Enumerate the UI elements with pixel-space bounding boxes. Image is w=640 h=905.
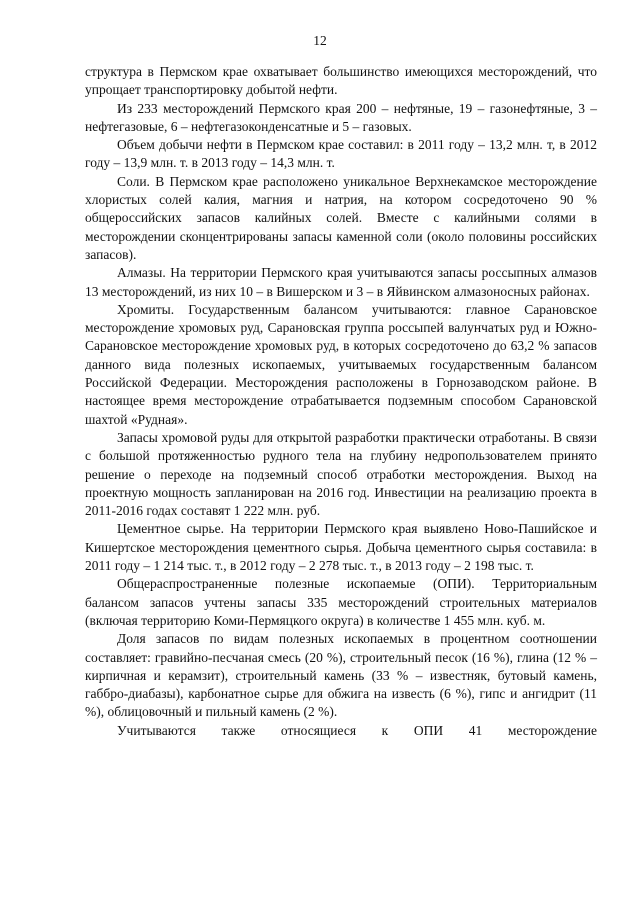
paragraph-oil-continuation: структура в Пермском крае охватывает большинство имеющихся месторождений, что упрощает транспортировку добытой нефти. <box>85 64 597 98</box>
document-body <box>85 63 597 740</box>
paragraph-last-line: Учитываются также относящиеся к ОПИ 41 месторождение <box>117 722 597 738</box>
paragraph-chrome-ore: Запасы хромовой руды для открытой разработки практически отработаны. В связи с большой протяженностью рудного тела на глубину недропользователем принято решение о переходе на подземный способ отработки месторождения. Выход на проектную мощность запланирован на 2016 год. Инвестиции на реализацию проекта в 2011-2016 годах составят 1 222 млн. руб. <box>85 429 597 519</box>
paragraph-chromites: Хромиты. Государственным балансом учитываются: главное Сарановское месторождение хромовых руд, Сарановская группа россыпей валунчатых руд и Южно-Сарановское месторождение хромовых руд, в которых сосредоточено до 63,2 % запасов данного вида полезных ископаемых, учитываемых государственным балансом Российской Федерации. Месторождения расположены в Горнозаводском районе. В настоящее время месторождение отрабатывается подземным способом Сарановской шахтой «Рудная». <box>85 301 597 427</box>
page-number: 12 <box>313 33 327 48</box>
paragraph-cement: Цементное сырье. На территории Пермского края выявлено Ново-Пашийское и Кишертское месторождения цементного сырья. Добыча цементного сырья составила: в 2011 году – 1 214 тыс. т., в 2012 году – 2 278 тыс. т., в 2013 году – 2 198 тыс. т. <box>85 521 597 574</box>
paragraph-salts: Соли. В Пермском крае расположено уникальное Верхнекамское месторождение хлористых солей калия, магния и натрия, на котором сосредоточено 90 % общероссийских запасов калийных солей. Вместе с калийными солями в месторождении сконцентрированы запасы каменной соли (около половины российских запасов). <box>85 173 597 262</box>
paragraph-diamonds: Алмазы. На территории Пермского края учитываются запасы россыпных алмазов 13 месторождений, из них 10 – в Вишерском и 3 – в Яйвинском алмазоносных районах. <box>85 265 597 299</box>
paragraph-reserves-share: Доля запасов по видам полезных ископаемых в процентном соотношении составляет: гравийно-песчаная смесь (20 %), строительный песок (16 %), глина (12 % – кирпичная и керамзит), строительный камень (33 % – известняк, бутовый камень, габбро-диабазы), карбонатное сырье для обжига на известь (6 %), гипс и ангидрит (11 %), облицовочный и пильный камень (2 %). <box>85 631 597 720</box>
paragraph-common-minerals: Общераспространенные полезные ископаемые (ОПИ). Территориальным балансом запасов учтены запасы 335 месторождений строительных материалов (включая территорию Коми-Пермяцкого округа) в количестве 1 455 млн. куб. м. <box>85 576 597 628</box>
paragraph-oil-production: Объем добычи нефти в Пермском крае составил: в 2011 году – 13,2 млн. т, в 2012 году – 13,9 млн. т. в 2013 году – 14,3 млн. т. <box>85 137 597 171</box>
paragraph-deposits-count: Из 233 месторождений Пермского края 200 – нефтяные, 19 – газонефтяные, 3 – нефтегазовые, 6 – нефтегазоконденсатные и 5 – газовых. <box>85 100 597 134</box>
